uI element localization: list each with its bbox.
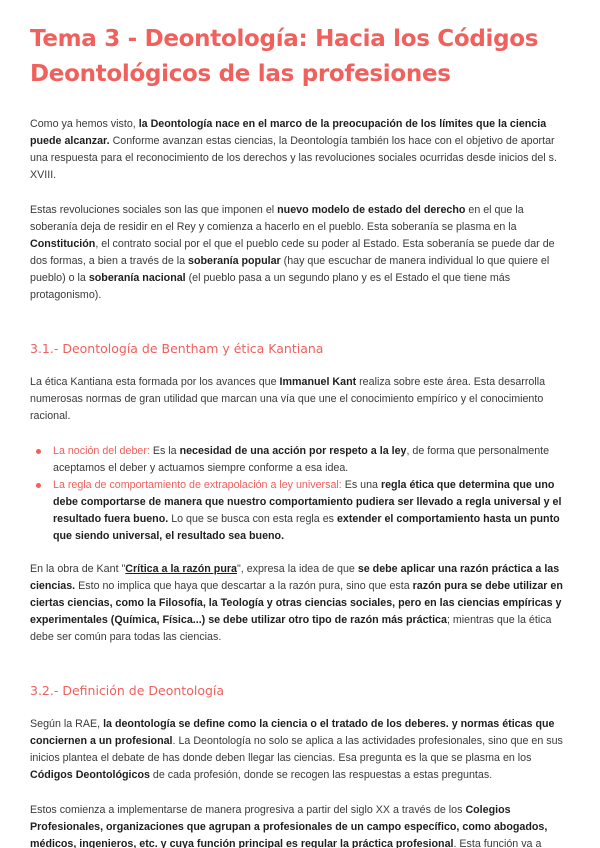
bullet-dot-icon <box>36 449 41 454</box>
list-item: La regla de comportamiento de extrapolación a ley universal: Es una regla ética que determina que uno debe comportarse de manera que nuestro comportamiento pudiera ser llevado a regla universal y el resultado fuera bueno. Lo que se busca con esta regla es extender el comportamiento hasta un punto que siendo universal, el resultado sea bueno. <box>53 477 570 545</box>
section2-paragraph-2: Estos comienza a implementarse de manera progresiva a partir del siglo XX a través de los Colegios Profesionales, organizaciones que agrupan a profesionales de un campo específico, como abogados, médicos, ingenieros, etc. y cuya función principal es regular la práctica profesional. Esta función va a <box>30 804 548 848</box>
intro-paragraph-2: Estas revoluciones sociales son las que imponen el nuevo modelo de estado del derecho en el que la soberanía deja de residir en el Rey y comienza a hacerlo en el pueblo. Esta soberanía se plasma en la Constitución, el contrato social por el que el pueblo cede su poder al Estado. Esta soberanía se puede dar de dos formas, a bien a través de la soberanía popular (hay que escuchar de manera individual lo que quiere el pueblo) o la soberanía nacional (el pueblo pasa a un segundo plano y es el Estado el que tiene más protagonismo). <box>30 204 555 301</box>
page-title: Tema 3 - Deontología: Hacia los Códigos Deontológicos de las profesiones <box>30 26 539 87</box>
bullet-list <box>30 443 570 545</box>
bullet-dot-icon <box>36 483 41 488</box>
list-item: La noción del deber: Es la necesidad de una acción por respeto a la ley, de forma que personalmente aceptamos el deber y actuamos siempre conforme a esa idea. <box>53 443 570 477</box>
section-heading-3-1: 3.1.- Deontología de Bentham y ética Kantiana <box>30 341 324 356</box>
section1-paragraph-2: En la obra de Kant "Crítica a la razón pura", expresa la idea de que se debe aplicar una razón práctica a las ciencias. Esto no implica que haya que descartar a la razón pura, sino que esta razón pura se debe utilizar en ciertas ciencias, como la Filosofía, la Teología y otras ciencias sociales, pero en las ciencias empíricas y experimentales (Química, Física...) se debe utilizar otro tipo de razón más práctica; mientras que la ética debe ser común para todas las ciencias. <box>30 563 563 643</box>
section2-paragraph-1: Según la RAE, la deontología se define como la ciencia o el tratado de los deberes. y normas éticas que conciernen a un profesional. La Deontología no solo se aplica a las actividades profesionales, sino que en sus inicios plantea el debate de has donde deben llegar las ciencias. Esa pregunta es la que se plasma en los Códigos Deontológicos de cada profesión, donde se recogen las respuestas a estas preguntas. <box>30 718 563 781</box>
intro-paragraph-1: Como ya hemos visto, la Deontología nace en el marco de la preocupación de los límites que la ciencia puede alcanzar. Conforme avanzan estas ciencias, la Deontología también los hace con el objetivo de aportar una respuesta para el reconocimiento de los derechos y las revoluciones sociales ocurridas desde inicios del s. XVIII. <box>30 118 557 181</box>
section-heading-3-2: 3.2.- Definición de Deontología <box>30 683 225 698</box>
section1-paragraph-1: La ética Kantiana esta formada por los avances que Immanuel Kant realiza sobre este área. Esta desarrolla numerosas normas de gran utilidad que marcan una vía que une el conocimiento empírico y el conocimiento racional. <box>30 376 546 422</box>
